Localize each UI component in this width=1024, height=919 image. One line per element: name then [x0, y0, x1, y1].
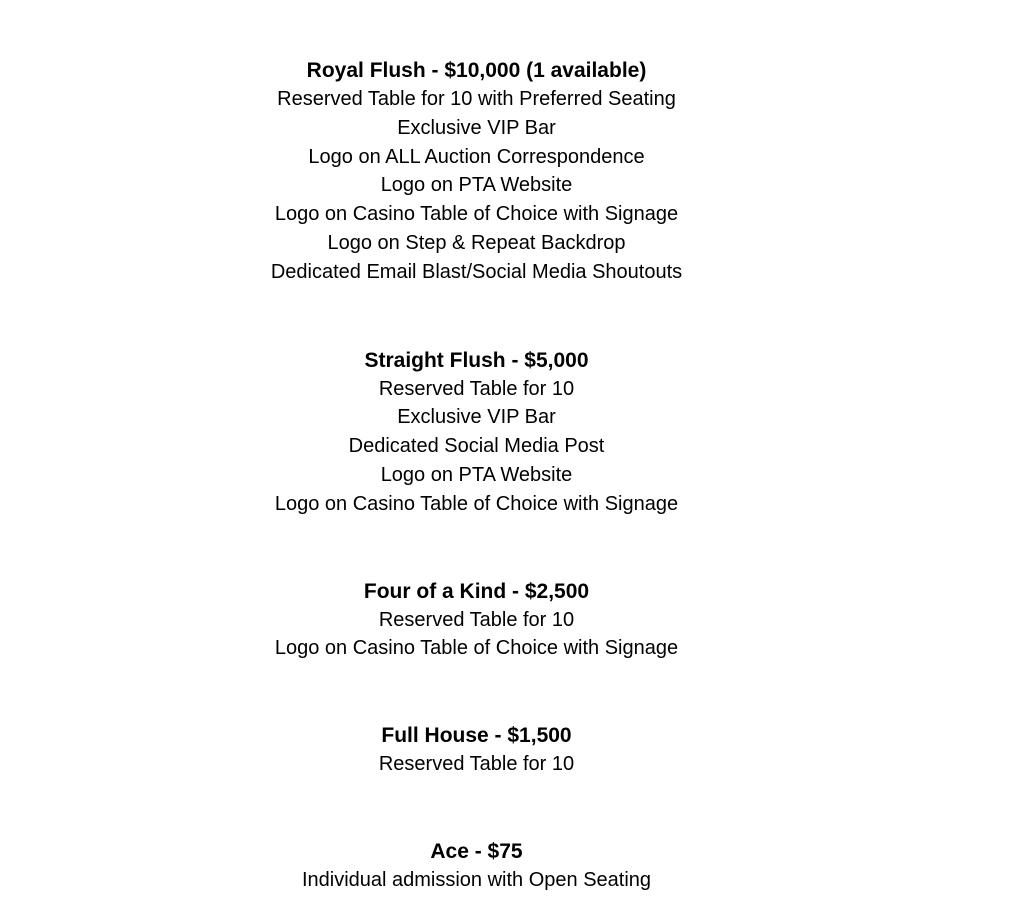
tier-perk: Dedicated Social Media Post: [348, 435, 605, 458]
sponsorship-tiers-document: [0, 56, 953, 895]
tier-perk: Reserved Table for 10: [378, 753, 575, 776]
tier-perk: Logo on ALL Auction Correspondence: [308, 145, 645, 168]
tier-title: Ace - $75: [430, 839, 523, 863]
tier-perk: Reserved Table for 10 with Preferred Seating: [277, 88, 676, 110]
tier-title: Royal Flush - $10,000 (1 available): [306, 59, 647, 82]
tier-perk: Logo on Casino Table of Choice with Signage: [274, 637, 679, 660]
tier-ace: [0, 837, 953, 895]
tier-perk: Individual admission with Open Seating: [301, 868, 652, 891]
tier-perk: Logo on Casino Table of Choice with Signage: [274, 492, 679, 515]
tier-straight-flush: [0, 346, 953, 519]
tier-title: Straight Flush - $5,000: [364, 348, 589, 372]
tier-title: Full House - $1,500: [381, 724, 572, 748]
tier-perk: Logo on Step & Repeat Backdrop: [327, 231, 626, 254]
tier-perk: Reserved Table for 10: [378, 608, 575, 631]
tier-royal-flush: [0, 56, 953, 287]
tier-four-of-a-kind: [0, 577, 953, 664]
tier-perk: Logo on PTA Website: [380, 174, 573, 197]
tier-full-house: [0, 721, 953, 779]
tier-perk: Exclusive VIP Bar: [397, 406, 556, 429]
tier-perk: Dedicated Email Blast/Social Media Shoutouts: [270, 260, 683, 283]
tier-perk: Exclusive VIP Bar: [397, 116, 556, 139]
tier-perk: Logo on Casino Table of Choice with Signage: [274, 203, 679, 226]
tier-perk: Reserved Table for 10: [378, 377, 575, 400]
tier-perk: Logo on PTA Website: [380, 463, 573, 486]
tier-title: Four of a Kind - $2,500: [363, 579, 590, 603]
